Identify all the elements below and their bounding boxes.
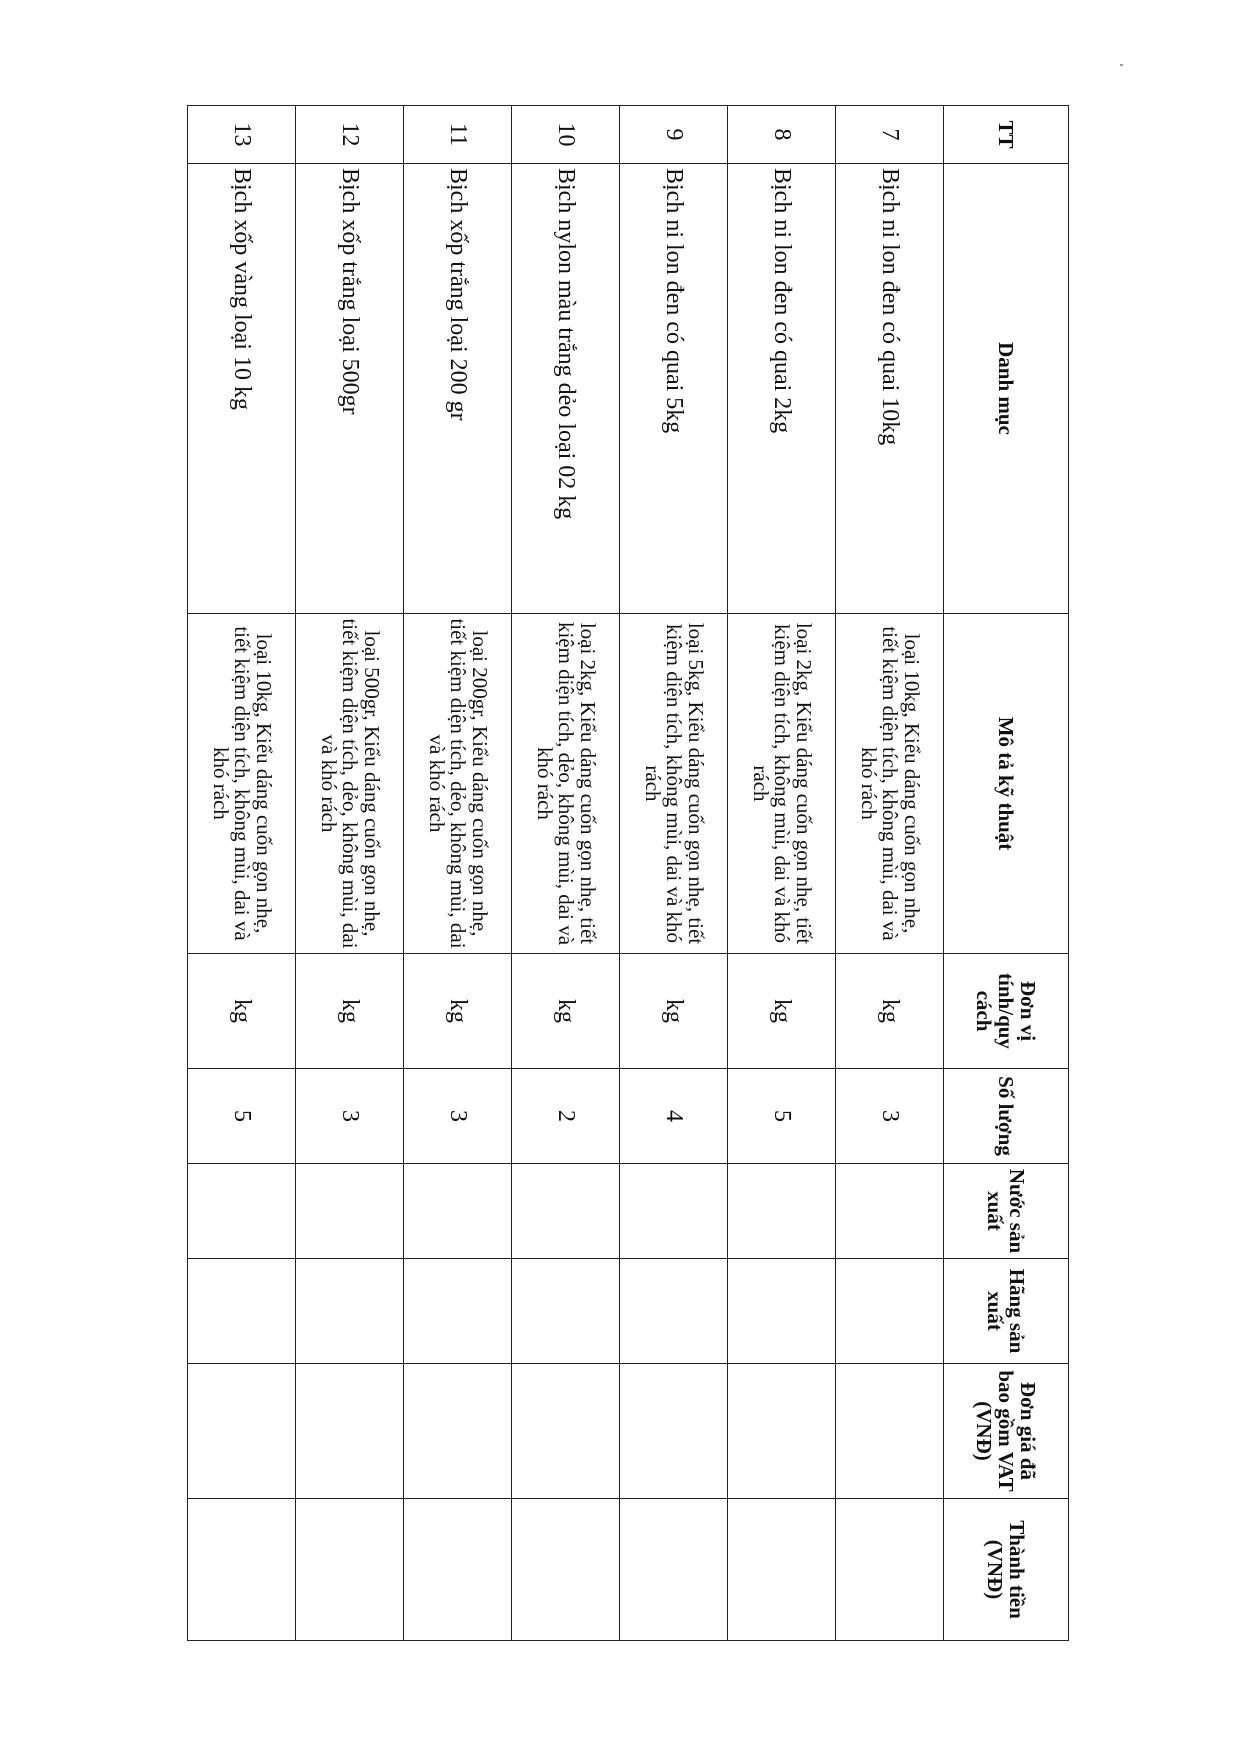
table-row: [512, 106, 620, 1641]
rotated-page: [187, 105, 1069, 1640]
header-unit: Đơn vị tính/quy cách: [944, 954, 1069, 1069]
item-unit: kg: [836, 954, 944, 1069]
row-number: 9: [620, 106, 728, 164]
table-row: [296, 106, 404, 1641]
row-number: 13: [188, 106, 296, 164]
item-unit: kg: [188, 954, 296, 1069]
item-quantity: 3: [296, 1069, 404, 1164]
item-country: [296, 1164, 404, 1259]
item-description: loại 200gr, Kiểu dáng cuốn gọn nhẹ, tiết kiệm diện tích, dẻo, không mùi, dai và khó rách: [404, 614, 512, 954]
item-total: [188, 1499, 296, 1641]
item-description: loại 2kg, Kiểu dáng cuốn gọn nhẹ, tiết kiệm diện tích, không mùi, dai và khó rách: [728, 614, 836, 954]
item-unit-price: [188, 1364, 296, 1499]
item-description: loại 10kg, Kiểu dáng cuốn gọn nhẹ, tiết kiệm diện tích, không mùi, dai và khó rách: [188, 614, 296, 954]
item-unit-price: [512, 1364, 620, 1499]
item-unit-price: [296, 1364, 404, 1499]
header-quantity: Số lượng: [944, 1069, 1069, 1164]
header-name: Danh mục: [944, 164, 1069, 614]
item-unit: kg: [404, 954, 512, 1069]
item-manufacturer: [620, 1259, 728, 1364]
item-name: Bịch ni lon đen có quai 10kg: [836, 164, 944, 614]
item-country: [404, 1164, 512, 1259]
item-country: [620, 1164, 728, 1259]
item-total: [620, 1499, 728, 1641]
item-name: Bịch xốp trắng loại 500gr: [296, 164, 404, 614]
header-unit-price: Đơn giá đã bao gồm VAT (VNĐ): [944, 1364, 1069, 1499]
item-unit: kg: [296, 954, 404, 1069]
item-name: Bịch xốp vàng loại 10 kg: [188, 164, 296, 614]
header-tt: TT: [944, 106, 1069, 164]
item-quantity: 3: [836, 1069, 944, 1164]
scan-speck: [1120, 64, 1123, 66]
item-description: loại 500gr, Kiểu dáng cuốn gọn nhẹ, tiết kiệm diện tích, dẻo, không mùi, dai và khó rách: [296, 614, 404, 954]
item-unit-price: [836, 1364, 944, 1499]
item-unit: kg: [728, 954, 836, 1069]
item-unit-price: [728, 1364, 836, 1499]
item-total: [836, 1499, 944, 1641]
row-number: 11: [404, 106, 512, 164]
item-description: loại 10kg, Kiểu dáng cuốn gọn nhẹ, tiết kiệm diện tích, không mùi, dai và khó rách: [836, 614, 944, 954]
item-country: [512, 1164, 620, 1259]
item-quantity: 5: [188, 1069, 296, 1164]
row-number: 10: [512, 106, 620, 164]
item-country: [836, 1164, 944, 1259]
item-manufacturer: [512, 1259, 620, 1364]
header-manufacturer: Hãng sản xuất: [944, 1259, 1069, 1364]
item-unit: kg: [620, 954, 728, 1069]
item-name: Bịch nylon màu trắng dẻo loại 02 kg: [512, 164, 620, 614]
header-row: [944, 106, 1069, 1641]
item-description: loại 2kg, Kiểu dáng cuốn gọn nhẹ, tiết kiệm diện tích, dẻo, không mùi, dai và khó rách: [512, 614, 620, 954]
item-total: [404, 1499, 512, 1641]
item-manufacturer: [728, 1259, 836, 1364]
table-row: [728, 106, 836, 1641]
item-manufacturer: [404, 1259, 512, 1364]
item-name: Bịch xốp trắng loại 200 gr: [404, 164, 512, 614]
item-unit-price: [620, 1364, 728, 1499]
row-number: 8: [728, 106, 836, 164]
item-manufacturer: [296, 1259, 404, 1364]
header-country: Nước sản xuất: [944, 1164, 1069, 1259]
item-quantity: 5: [728, 1069, 836, 1164]
header-total: Thành tiền (VNĐ): [944, 1499, 1069, 1641]
item-description: loại 5kg, Kiểu dáng cuốn gọn nhẹ, tiết kiệm diện tích, không mùi, dai và khó rách: [620, 614, 728, 954]
item-manufacturer: [188, 1259, 296, 1364]
table-row: [836, 106, 944, 1641]
table-row: [620, 106, 728, 1641]
price-table: [187, 105, 1069, 1641]
item-unit-price: [404, 1364, 512, 1499]
item-total: [296, 1499, 404, 1641]
item-name: Bịch ni lon đen có quai 5kg: [620, 164, 728, 614]
item-unit: kg: [512, 954, 620, 1069]
row-number: 7: [836, 106, 944, 164]
item-country: [728, 1164, 836, 1259]
item-quantity: 2: [512, 1069, 620, 1164]
item-quantity: 3: [404, 1069, 512, 1164]
item-quantity: 4: [620, 1069, 728, 1164]
item-total: [512, 1499, 620, 1641]
row-number: 12: [296, 106, 404, 164]
item-manufacturer: [836, 1259, 944, 1364]
item-country: [188, 1164, 296, 1259]
item-total: [728, 1499, 836, 1641]
table-row: [404, 106, 512, 1641]
table-row: [188, 106, 296, 1641]
item-name: Bịch ni lon đen có quai 2kg: [728, 164, 836, 614]
header-description: Mô tả kỹ thuật: [944, 614, 1069, 954]
